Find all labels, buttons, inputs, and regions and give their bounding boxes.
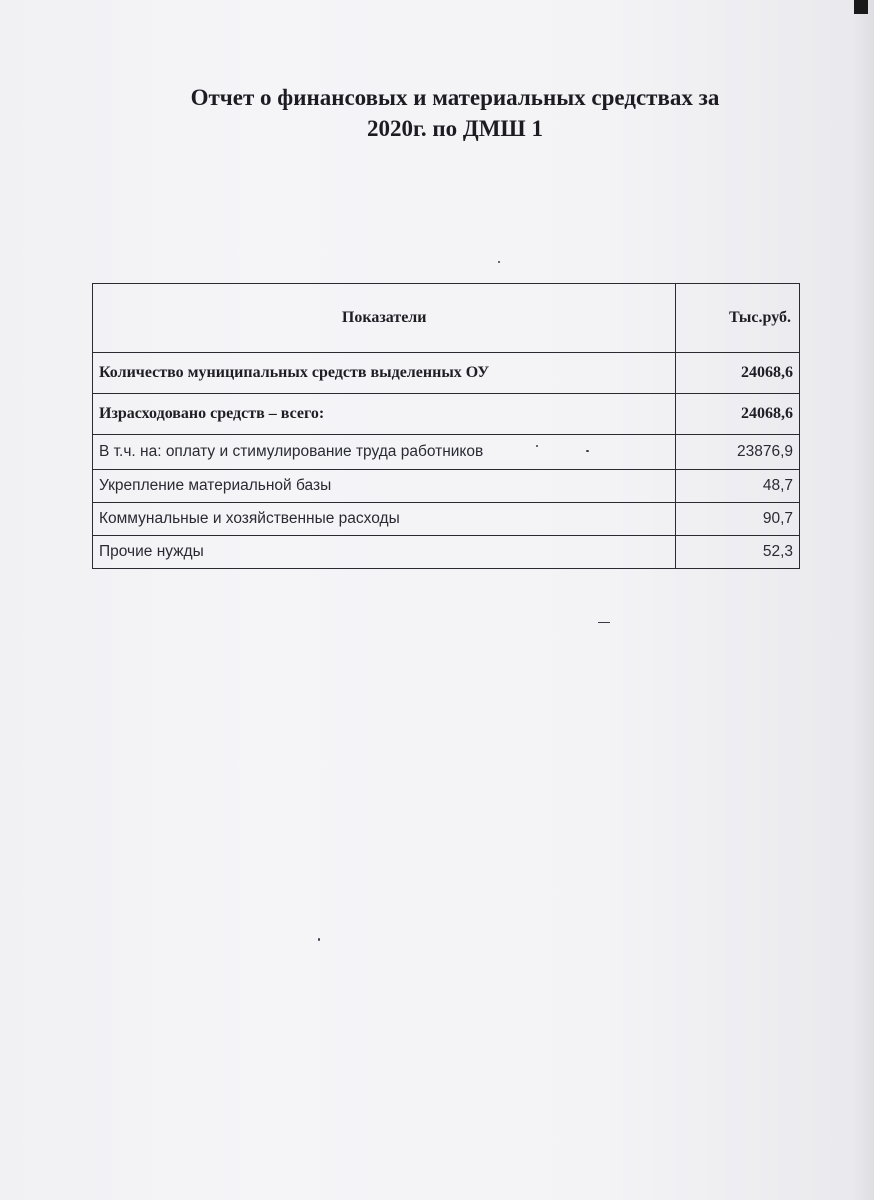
document-title-line-1: Отчет о финансовых и материальных средствах за: [190, 85, 720, 110]
header-indicator: Показатели: [93, 284, 676, 353]
scan-speck: [498, 261, 500, 263]
table-row: [93, 435, 800, 470]
row-label: Коммунальные и хозяйственные расходы: [93, 503, 676, 536]
document-title-line-2: 2020г. по ДМШ 1: [367, 116, 543, 141]
row-value: 90,7: [676, 503, 800, 536]
row-value: 23876,9: [676, 435, 800, 470]
table-row: [93, 503, 800, 536]
header-value: Тыс.руб.: [676, 284, 800, 353]
table-header-row: [93, 284, 800, 353]
row-value: 52,3: [676, 536, 800, 569]
scan-speck: [318, 938, 320, 941]
scan-speck: [598, 622, 610, 623]
row-label: Укрепление материальной базы: [93, 470, 676, 503]
row-value: 24068,6: [676, 394, 800, 435]
row-label: В т.ч. на: оплату и стимулирование труда работников: [93, 435, 676, 470]
table-row: [93, 536, 800, 569]
table-row: [93, 353, 800, 394]
scan-speck: [536, 445, 538, 447]
document-title: [100, 82, 810, 144]
row-label: Израсходовано средств – всего:: [93, 394, 676, 435]
scan-speck: [586, 450, 589, 452]
row-value: 48,7: [676, 470, 800, 503]
row-label: Количество муниципальных средств выделенных ОУ: [93, 353, 676, 394]
page-edge-shadow: [852, 0, 874, 1200]
table-row: [93, 470, 800, 503]
row-value: 24068,6: [676, 353, 800, 394]
row-label: Прочие нужды: [93, 536, 676, 569]
financial-report-table: [92, 283, 800, 569]
scan-corner-mark: [854, 0, 868, 14]
table-row: [93, 394, 800, 435]
